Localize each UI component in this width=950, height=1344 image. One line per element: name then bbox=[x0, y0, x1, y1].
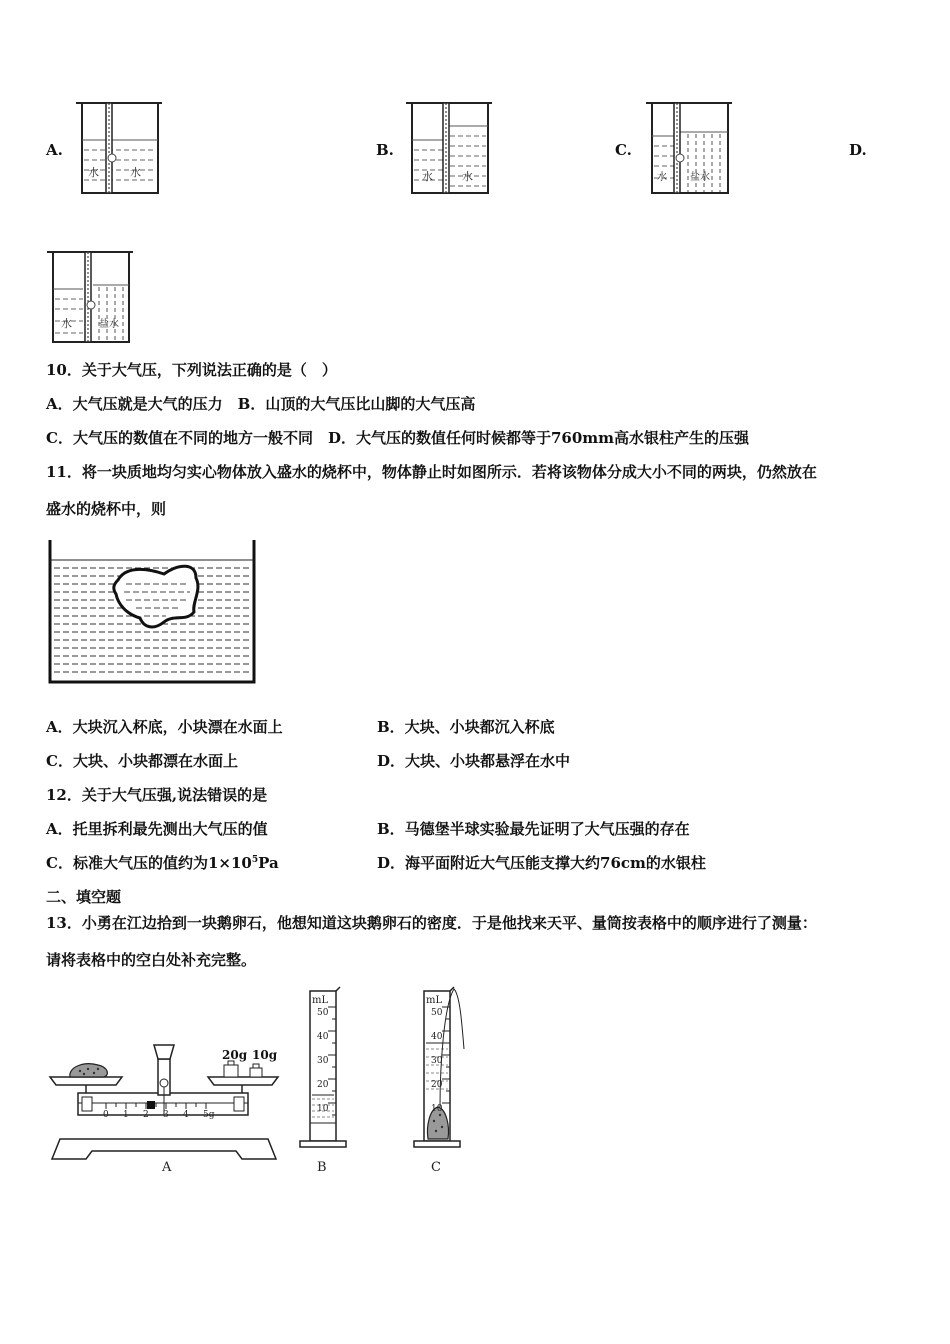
balance-weight-20g: 20g bbox=[222, 1048, 248, 1062]
q9b-right-label: 水 bbox=[462, 170, 473, 183]
q9-option-a-figure bbox=[74, 100, 166, 196]
q9b-left-label: 水 bbox=[422, 170, 433, 183]
q9-option-b-letter: B. bbox=[376, 141, 394, 159]
cyl-c-unit: mL bbox=[426, 995, 443, 1006]
q11-option-a: A．大块沉入杯底，小块漂在水面上 bbox=[46, 718, 283, 736]
q9-option-c-figure bbox=[644, 100, 736, 196]
q11-beaker-figure bbox=[46, 538, 258, 686]
q12-option-c-suffix: Pa bbox=[258, 854, 279, 872]
cyl-c-tick-40: 40 bbox=[431, 1032, 443, 1042]
balance-weight-10g: 10g bbox=[252, 1048, 278, 1062]
q12-option-a: A．托里拆利最先测出大气压的值 bbox=[46, 820, 268, 838]
cyl-b-tick-20: 20 bbox=[317, 1080, 329, 1090]
q12-option-c-prefix: C．标准大气压的值约为1×10 bbox=[46, 854, 252, 872]
cyl-b-tick-40: 40 bbox=[317, 1032, 329, 1042]
cyl-b-unit: mL bbox=[312, 995, 329, 1006]
cyl-c-tick-50: 50 bbox=[431, 1008, 443, 1018]
q9-option-d-letter: D. bbox=[849, 141, 867, 159]
balance-tick-3: 3 bbox=[163, 1110, 169, 1120]
q9a-right-label: 水 bbox=[130, 166, 141, 179]
cyl-b-tick-30: 30 bbox=[317, 1056, 329, 1066]
q13-cylinder-b-figure bbox=[296, 985, 356, 1185]
q10-stem: 10．关于大气压，下列说法正确的是（ ） bbox=[46, 361, 337, 379]
q11-option-d: D．大块、小块都悬浮在水中 bbox=[377, 752, 571, 770]
q11-stem-line2: 盛水的烧杯中，则 bbox=[46, 500, 167, 518]
q9c-right-label: 盐水 bbox=[690, 172, 710, 183]
cyl-c-tick-20: 20 bbox=[431, 1080, 443, 1090]
fig-a-label: A bbox=[162, 1160, 172, 1175]
fig-b-label: B bbox=[317, 1160, 327, 1175]
q9a-left-label: 水 bbox=[88, 166, 99, 179]
q11-stem-line1: 11．将一块质地均匀实心物体放入盛水的烧杯中，物体静止时如图所示．若将该物体分成大小不同的两块，仍然放在 bbox=[46, 463, 817, 481]
q11-option-b: B．大块、小块都沉入杯底 bbox=[377, 718, 555, 736]
cyl-b-tick-10: 10 bbox=[317, 1104, 329, 1114]
cyl-c-tick-10: 10 bbox=[431, 1104, 443, 1114]
q13-cylinder-c-figure bbox=[410, 985, 476, 1185]
q12-option-c bbox=[46, 853, 279, 873]
balance-tick-5: 5g bbox=[203, 1110, 215, 1120]
balance-tick-4: 4 bbox=[183, 1110, 189, 1120]
balance-tick-0: 0 bbox=[103, 1110, 109, 1120]
cyl-c-tick-30: 30 bbox=[431, 1056, 443, 1066]
fig-c-label: C bbox=[431, 1160, 441, 1175]
balance-tick-2: 2 bbox=[143, 1110, 149, 1120]
cyl-b-tick-50: 50 bbox=[317, 1008, 329, 1018]
balance-tick-1: 1 bbox=[123, 1110, 129, 1120]
q12-option-b: B．马德堡半球实验最先证明了大气压强的存在 bbox=[377, 820, 690, 838]
q9-option-b-figure bbox=[404, 100, 496, 196]
q9-option-d-figure bbox=[45, 249, 137, 345]
q9d-right-label: 盐水 bbox=[99, 319, 119, 330]
q10-options-line1: A．大气压就是大气的压力 B．山顶的大气压比山脚的大气压高 bbox=[46, 395, 476, 413]
q9c-left-label: 水 bbox=[657, 172, 667, 183]
q9d-left-label: 水 bbox=[61, 317, 72, 330]
q11-option-c: C．大块、小块都漂在水面上 bbox=[46, 752, 238, 770]
q13-stem-line2: 请将表格中的空白处补充完整。 bbox=[46, 951, 257, 969]
q12-stem: 12．关于大气压强,说法错误的是 bbox=[46, 786, 268, 804]
q12-option-c-sup: 5 bbox=[251, 855, 259, 865]
q13-stem-line1: 13．小勇在江边拾到一块鹅卵石，他想知道这块鹅卵石的密度．于是他找来天平、量筒按表格中的顺序进行了测量： bbox=[46, 914, 817, 932]
q10-options-line2: C．大气压的数值在不同的地方一般不同 D．大气压的数值任何时候都等于760mm高水银柱产生的压强 bbox=[46, 429, 750, 447]
section-title-fill-blank: 二、填空题 bbox=[46, 888, 122, 906]
q9-option-a-letter: A. bbox=[46, 141, 63, 159]
q9-option-c-letter: C. bbox=[615, 141, 632, 159]
q13-balance-figure bbox=[46, 1035, 286, 1185]
q12-option-d: D．海平面附近大气压能支撑大约76cm的水银柱 bbox=[377, 854, 706, 872]
